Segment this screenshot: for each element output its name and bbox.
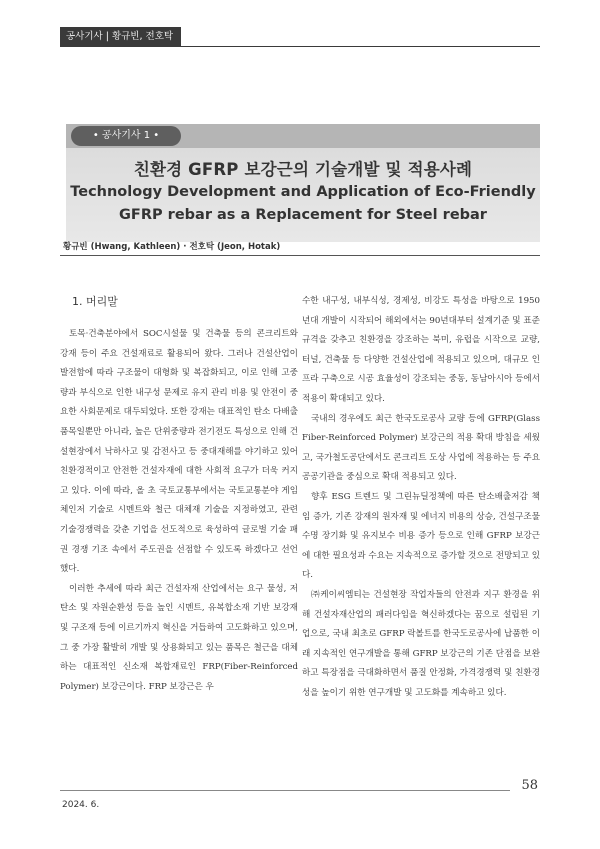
author-byline: 황규빈 (Hwang, Kathleen) · 전호탁 (Jeon, Hotak) <box>63 242 281 252</box>
issue-date: 2024. 6. <box>62 800 100 810</box>
body-paragraph: 국내의 경우에도 최근 한국도로공사 교량 등에 GFRP(Glass Fiber-Reinforced Polymer) 보강근의 적용 확대 방침을 세웠고, 국가철도공단에서도 콘크리트 도상 사업에 적용하는 등 주요 공공기관을 중심으로 확대 적용되고 있다. <box>302 413 540 483</box>
running-header-label: 공사기사 | 황규빈, 전호탁 <box>60 27 181 47</box>
body-paragraph: 수한 내구성, 내부식성, 경제성, 비강도 특성을 바탕으로 1950년대 개발이 시작되어 해외에서는 90년대부터 설계기준 및 표준규격을 갖추고 친환경을 강조하는 북미, 유럽을 시작으로 교량, 터널, 건축물 등 다양한 건설산업에 적용되고 있으며, 대규모 인프라 구축으로 시공 효율성이 강조되는 중동, 동남아시아 등에서 적용이 확대되고 있다. <box>302 296 540 404</box>
article-title-english-line1: Technology Development and Application of Eco-Friendly <box>70 184 536 200</box>
byline-divider <box>60 255 540 256</box>
article-title-english-line2: GFRP rebar as a Replacement for Steel rebar <box>119 207 487 223</box>
section-heading: 1. 머리말 <box>72 295 118 308</box>
page-number: 58 <box>521 778 538 793</box>
header-divider <box>60 46 540 47</box>
running-header <box>0 0 600 46</box>
right-column <box>302 292 540 703</box>
body-paragraph: ㈜케이씨엠티는 건설현장 작업자들의 안전과 지구 환경을 위해 건설자재산업의 패러다임을 혁신하겠다는 꿈으로 설립된 기업으로, 국내 최초로 GFRP 락볼트를 한국도로공사에 납품한 이래 지속적인 연구개발을 통해 GFRP 보강근의 기존 단점을 보완하고 특장점을 극대화하면서 품질 안정화, 가격경쟁력 및 친환경성을 높이기 위한 연구개발 및 고도화를 계속하고 있다. <box>302 589 540 698</box>
left-column <box>60 325 298 697</box>
body-paragraph: 향후 ESG 트렌드 및 그린뉴딜정책에 따른 탄소배출저감 책임 증가, 기존 강재의 원자재 및 에너지 비용의 상승, 건설구조물 수명 장기화 및 유지보수 비용 증가 등으로 인해 GFRP 보강근에 대한 필요성과 수요는 지속적으로 증가할 것으로 전망되고 있다. <box>302 491 540 581</box>
footer-divider <box>60 790 510 791</box>
series-badge: • 공사기사 1 • <box>71 126 181 146</box>
article-title-korean: 친환경 GFRP 보강근의 기술개발 및 적용사례 <box>133 160 473 179</box>
body-paragraph: 토목·건축분야에서 SOC시설물 및 건축물 등의 콘크리트와 강재 등이 주요 건설재료로 활용되어 왔다. 그러나 건설산업이 발전함에 따라 구조물이 대형화 및 복잡화되고, 이로 인해 고중량과 부식으로 인한 내구성 문제로 유지 관리 비용 및 안전이 중요한 사회문제로 대두되었다. 또한 강재는 대표적인 탄소 다배출 품목일뿐만 아니라, 높은 단위중량과 전기전도 특성으로 인해 건설현장에서 낙하사고 및 감전사고 등 중대재해를 야기하고 있어 친환경적이고 안전한 건설자재에 대한 사회적 요구가 더욱 커지고 있다. 이에 따라, 올 초 국토교통부에서는 국토교통분야 게임체인저 기술로 시멘트와 철근 대체재 기술을 지정하였고, 관련 기술경쟁력을 갖춘 기업을 선도적으로 육성하여 글로벌 기술 패권 경쟁 기조 속에서 주도권을 선점할 수 있도록 하겠다고 선언했다. <box>60 329 298 575</box>
body-paragraph: 이러한 추세에 따라 최근 건설자재 산업에서는 요구 물성, 저탄소 및 자원순환성 등을 높인 시멘트, 유복합소재 기반 보강재 및 구조재 등에 이르기까지 혁신을 거듭하여 고도화하고 있으며, 그 중 가장 활발히 개발 및 상용화되고 있는 품목은 철근을 대체하는 대표적인 신소재 복합재료인 FRP(Fiber-Reinforced Polymer) 보강근이다. FRP 보강근은 우 <box>60 583 298 692</box>
